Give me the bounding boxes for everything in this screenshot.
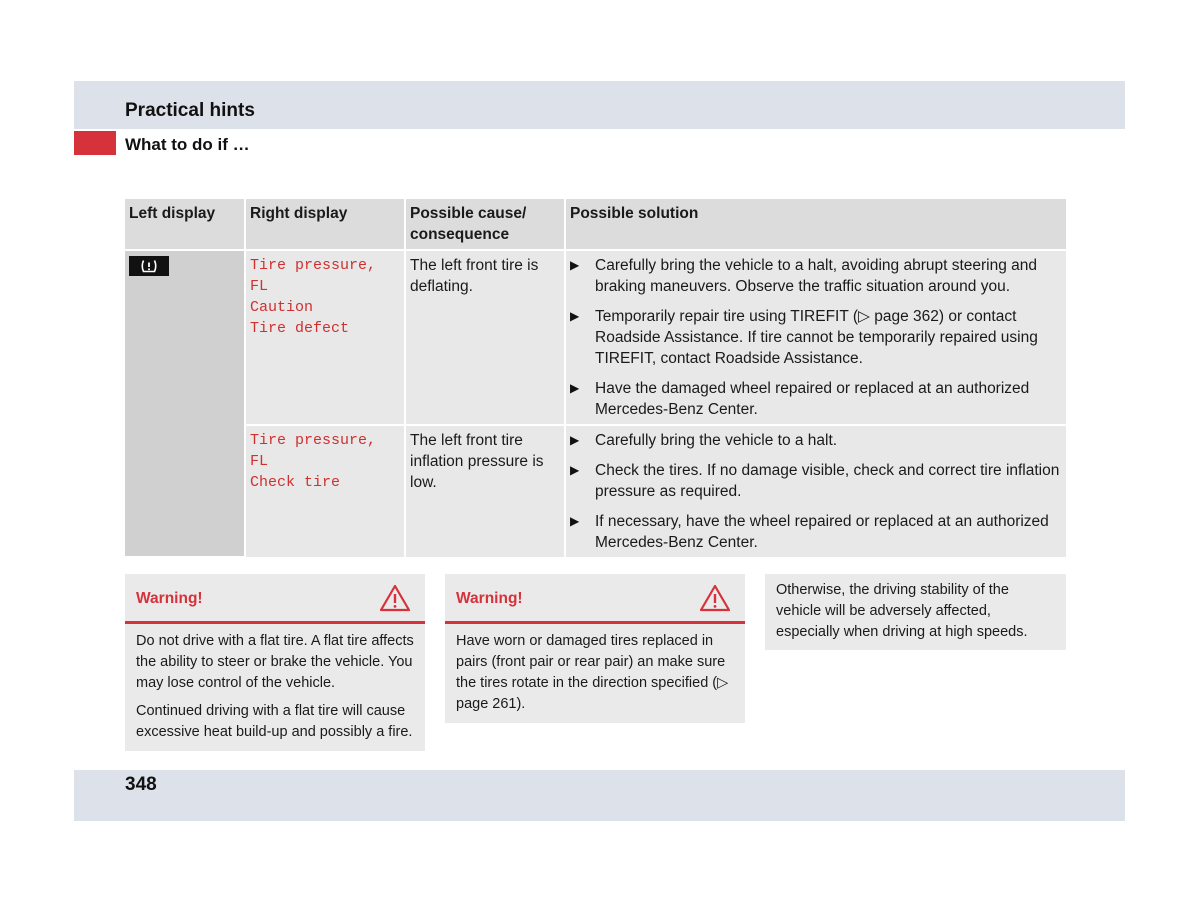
warning-triangle-icon [379,584,411,612]
warning-box-worn-tires [445,574,745,723]
solution-text: Have the damaged wheel repaired or replaced at an authorized Mercedes-Benz Center. [595,380,1030,418]
continuation-note-box [765,574,1066,650]
column-header-solution: Possible solution [565,199,1066,250]
footer-band [74,770,1125,821]
warning-box-flat-tire [125,574,425,751]
tire-pressure-warning-icon [129,256,169,276]
warning-triangle-icon [699,584,731,612]
section-title: Practical hints [125,100,255,121]
warning-body [125,624,425,751]
warning-label: Warning! [136,590,203,607]
solution-item [570,255,1062,297]
warning-header [445,574,745,624]
warning-body [445,624,745,723]
column-header-left-display: Left display [125,199,245,250]
warning-paragraph: Have worn or damaged tires replaced in pairs (front pair or rear pair) an make sure the tires rotate in the direction specified (▷ page 261). [456,633,729,712]
subsection-title: What to do if … [125,135,250,154]
left-display-cell [125,250,245,557]
solution-cell [565,250,1066,425]
section-marker [74,131,116,155]
warning-label: Warning! [456,590,523,607]
solution-text: If necessary, have the wheel repaired or replaced at an authorized Mercedes-Benz Center. [595,513,1049,551]
bullet-triangle-icon: ▶ [570,258,580,272]
cause-cell: The left front tire is deflating. [405,250,565,425]
display-message-line: Tire pressure, FL [250,432,377,470]
solution-cell [565,425,1066,557]
table-row [125,250,1066,425]
column-header-cause: Possible cause/ consequence [405,199,565,250]
solution-text: Carefully bring the vehicle to a halt, avoiding abrupt steering and braking maneuvers. Observe the traffic situation around you. [595,257,1038,295]
table-row [125,425,1066,557]
display-message-line: Check tire [250,474,341,491]
column-header-right-display: Right display [245,199,405,250]
note-text: Otherwise, the driving stability of the vehicle will be adversely affected, especially when driving at high speeds. [776,582,1028,640]
solution-item [570,430,1062,451]
bullet-triangle-icon: ▶ [570,433,580,447]
warning-header [125,574,425,624]
page-number: 348 [125,774,157,795]
right-display-cell [245,425,405,557]
cause-cell: The left front tire inflation pressure is low. [405,425,565,557]
bullet-triangle-icon: ▶ [570,463,580,477]
solution-item [570,511,1062,553]
solution-text: Temporarily repair tire using TIREFIT (▷ page 362) or contact Roadside Assistance. If tire cannot be temporarily repaired using TIREFIT, contact Roadside Assistance. [595,308,1038,367]
warning-paragraph: Continued driving with a flat tire will cause excessive heat build-up and possibly a fire. [136,703,413,740]
display-message-line: Tire defect [250,320,350,337]
solution-item [570,378,1062,420]
solution-item [570,460,1062,502]
table-header-row [125,199,1066,250]
bullet-triangle-icon: ▶ [570,514,580,528]
bullet-triangle-icon: ▶ [570,309,580,323]
display-messages-table [125,199,1066,558]
solution-text: Check the tires. If no damage visible, check and correct tire inflation pressure as required. [595,462,1060,500]
solution-item [570,306,1062,369]
right-display-cell [245,250,405,425]
warning-paragraph: Do not drive with a flat tire. A flat tire affects the ability to steer or brake the vehicle. You may lose control of the vehicle. [136,633,414,691]
display-message-line: Caution [250,299,314,316]
solution-text: Carefully bring the vehicle to a halt. [595,432,838,449]
bullet-triangle-icon: ▶ [570,381,580,395]
display-message-line: Tire pressure, FL [250,257,377,295]
